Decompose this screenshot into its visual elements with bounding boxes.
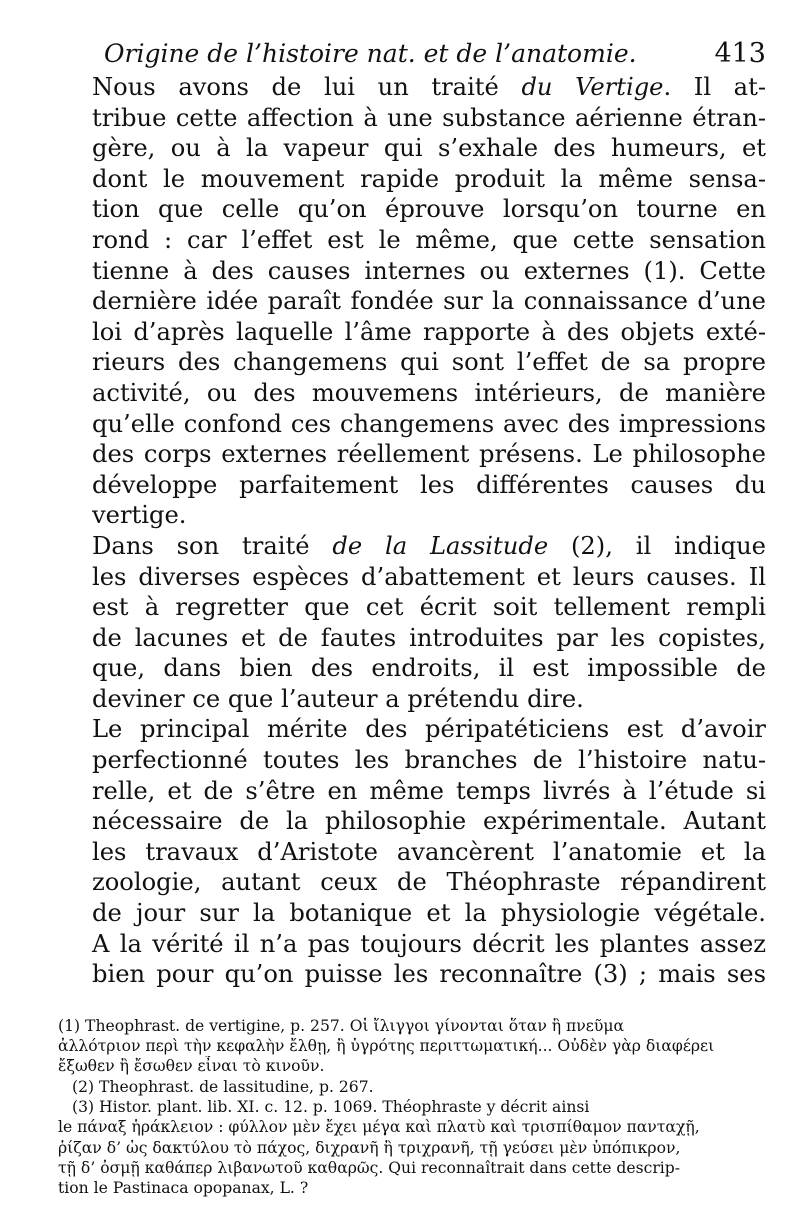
page-number: 413 xyxy=(714,38,766,69)
body-text xyxy=(52,72,766,990)
text-line: zoologie, autant ceux de Théophraste répandirent xyxy=(92,868,766,897)
text-line: les diverses espèces d’abattement et leurs causes. Il xyxy=(92,562,766,591)
footnote-1: (1) Theophrast. de vertigine, p. 257. Οἱ ἴλιγγοι γίνονται ὅταν ἢ πνεῦμα xyxy=(58,1016,625,1035)
text-line: A la vérité il n’a pas toujours décrit les plantes assez xyxy=(92,929,766,958)
footnote-3-cont: tion le Pastinaca opopanax, L. ? xyxy=(58,1179,309,1198)
text-line: dont le mouvement rapide produit la même sensa- xyxy=(92,164,766,193)
text-line: développe parfaitement les différentes causes du xyxy=(92,470,766,499)
text-line: nécessaire de la philosophie expérimentale. Autant xyxy=(92,807,766,836)
footnote-1-cont: ἀλλότριον περὶ τὴν κεφαλὴν ἔλθῃ, ἢ ὑγρότης περιττωματική... Οὐδὲν γὰρ διαφέρει xyxy=(58,1037,715,1056)
text-line: tienne à des causes internes ou externes (1). Cette xyxy=(92,256,766,285)
text-line: gère, ou à la vapeur qui s’exhale des humeurs, et xyxy=(92,134,766,163)
footnote-3-cont: ῥίζαν δ’ ὡς δακτύλου τὸ πάχος, διχρανῆ ἢ τριχρανῆ, τῇ γεύσει μὲν ὑπόπικρον, xyxy=(58,1138,681,1157)
text-line: loi d’après laquelle l’âme rapporte à des objets exté- xyxy=(92,317,766,346)
text-line: les travaux d’Aristote avancèrent l’anatomie et la xyxy=(92,837,766,866)
text-line: Dans son traité de la Lassitude (2), il indique xyxy=(92,531,766,560)
footnote-3-cont: τῇ δ’ ὀσμῇ καθάπερ λιβανωτοῦ καθαρῶς. Qui reconnaîtrait dans cette descrip- xyxy=(58,1158,681,1177)
footnotes xyxy=(52,1016,766,1199)
text-line: rieurs des changemens qui sont l’effet de sa propre xyxy=(92,348,766,377)
text-line: bien pour qu’on puisse les reconnaître (3) ; mais ses xyxy=(92,960,766,989)
footnote-1-cont: ἔξωθεν ἢ ἔσωθεν εἶναι τὸ κινοῦν. xyxy=(58,1057,325,1076)
text-line: Le principal mérite des péripatéticiens est d’avoir xyxy=(92,715,766,744)
text-line: de jour sur la botanique et la physiologie végétale. xyxy=(92,899,766,928)
running-title: Origine de l’histoire nat. et de l’anatomie. xyxy=(104,39,637,68)
paragraph-lassitude xyxy=(52,531,766,715)
text-line: Nous avons de lui un traité du Vertige. Il at- xyxy=(92,73,766,101)
text-line: rond : car l’effet est le même, que cette sensation xyxy=(92,225,766,254)
paragraph-peripateticiens xyxy=(52,714,766,989)
text-line: activité, ou des mouvemens intérieurs, de manière xyxy=(92,378,766,407)
footnote-3: (3) Histor. plant. lib. XI. c. 12. p. 1069. Théophraste y décrit ainsi xyxy=(72,1098,590,1116)
text-line: perfectionné toutes les branches de l’histoire natu- xyxy=(92,746,766,775)
footnote-2: (2) Theophrast. de lassitudine, p. 267. xyxy=(72,1077,374,1096)
text-line: dernière idée paraît fondée sur la connaissance d’une xyxy=(92,287,766,316)
paragraph-vertige xyxy=(52,72,766,531)
text-line: des corps externes réellement présens. Le philosophe xyxy=(92,440,766,469)
text-line: de lacunes et de fautes introduites par les copistes, xyxy=(92,623,766,652)
text-line: deviner ce que l’auteur a prétendu dire. xyxy=(92,684,584,713)
text-line: qu’elle confond ces changemens avec des impressions xyxy=(92,409,766,438)
text-line: tribue cette affection à une substance aérienne étran- xyxy=(92,103,766,132)
footnote-3-cont: le πάναξ ἡράκλειον : φύλλον μὲν ἔχει μέγα καὶ πλατὺ καὶ τρισπίθαμον πανταχῇ, xyxy=(58,1118,700,1137)
text-line: que, dans bien des endroits, il est impossible de xyxy=(92,654,766,683)
text-line: vertige. xyxy=(92,501,187,530)
text-line: est à regretter que cet écrit soit tellement rempli xyxy=(92,593,766,622)
running-head xyxy=(104,36,766,72)
text-line: tion que celle qu’on éprouve lorsqu’on tourne en xyxy=(92,195,766,224)
text-line: relle, et de s’être en même temps livrés à l’étude si xyxy=(92,776,766,805)
